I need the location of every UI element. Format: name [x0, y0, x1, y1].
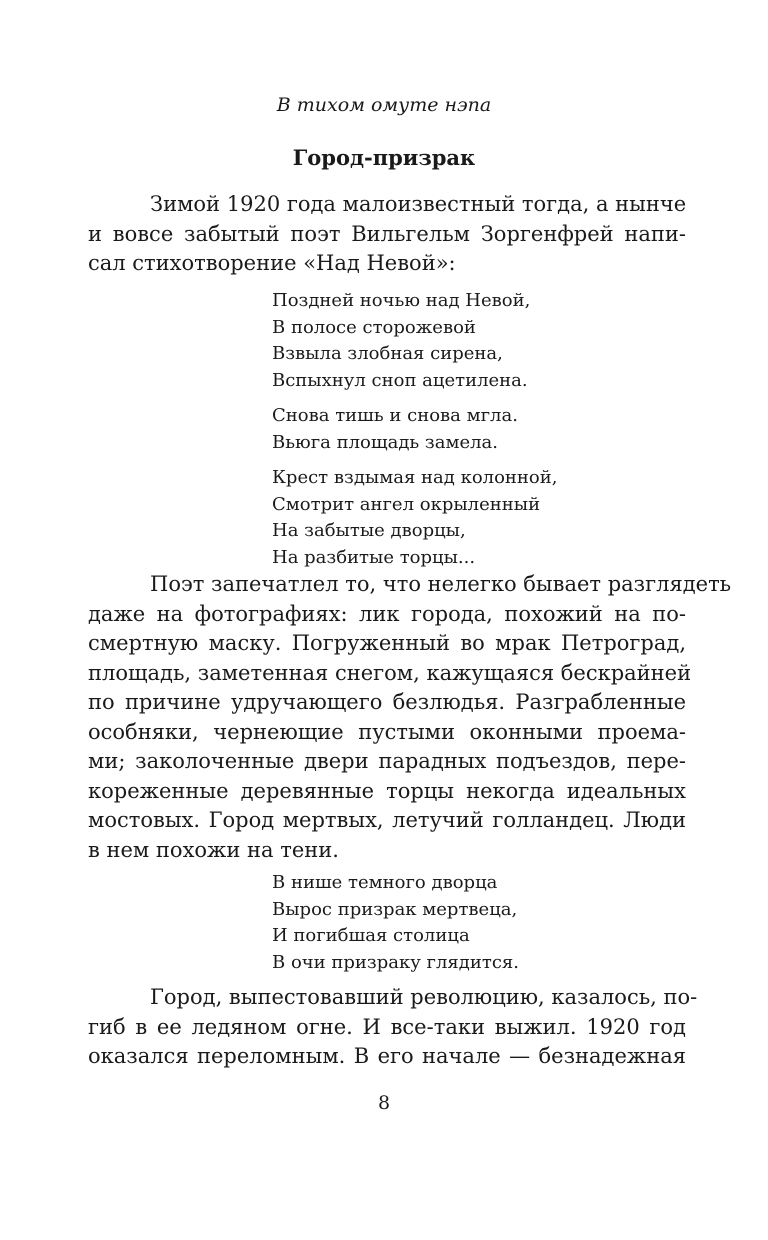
poem-verse: Снова тишь и снова мгла. — [272, 405, 518, 426]
paragraph-line: даже на фотографиях: лик города, похожий на по- — [88, 601, 686, 626]
paragraph-line: по причине удручающего безлюдья. Разграбленные — [88, 690, 686, 714]
chapter-title: Город-призрак — [292, 145, 476, 170]
poem-1 — [272, 288, 557, 580]
poem-verse: И погибшая столица — [272, 925, 470, 946]
paragraph-line: смертную маску. Погруженный во мрак Петроград, — [88, 631, 686, 655]
paragraph-line: Город, выпестовавший революцию, казалось, по- — [150, 985, 698, 1009]
poem-verse: Вырос призрак мертвеца, — [272, 898, 518, 920]
poem-stanza — [272, 288, 557, 394]
paragraph-line: сал стихотворение «Над Невой»: — [88, 251, 456, 275]
paragraph-3 — [88, 983, 698, 1072]
paragraph-line: Зимой 1920 года малоизвестный тогда, а нынче — [150, 192, 687, 216]
poem-verse: Крест вздымая над колонной, — [272, 467, 558, 488]
poem-verse: Поздней ночью над Невой, — [272, 290, 531, 311]
poem-verse: В нише темного дворца — [272, 872, 498, 893]
page-number: 8 — [377, 1092, 391, 1114]
paragraph-2 — [88, 570, 732, 865]
poem-verse: На забытые дворцы, — [272, 520, 466, 541]
paragraph-line: гиб в ее ледяном огне. И все-таки выжил. 1920 год — [88, 1014, 686, 1039]
poem-verse: Вспыхнул сноп ацетилена. — [272, 369, 528, 391]
poem-verse: Взвыла злобная сирена, — [272, 343, 503, 364]
poem-verse: Смотрит ангел окрыленный — [272, 493, 541, 515]
poem-2 — [272, 870, 519, 976]
poem-verse: На разбитые торцы... — [272, 546, 476, 568]
poem-verse: В полосе сторожевой — [272, 316, 476, 338]
paragraph-line: Поэт запечатлел то, что нелегко бывает разглядеть — [150, 572, 732, 596]
paragraph-line: ми; заколоченные двери парадных подъездов, пере- — [88, 749, 686, 773]
poem-verse: Вьюга площадь замела. — [272, 431, 499, 453]
paragraph-line: оказался переломным. В его начале — безнадежная — [88, 1044, 686, 1068]
paragraph-line: особняки, чернеющие пустыми оконными проема- — [88, 719, 686, 744]
paragraph-line: площадь, заметенная снегом, кажущаяся бескрайней — [88, 660, 692, 685]
paragraph-line: в нем похожи на тени. — [88, 837, 339, 862]
poem-verse: В очи призраку глядится. — [272, 951, 519, 973]
paragraph-line: и вовсе забытый поэт Вильгельм Зоргенфрей напи- — [88, 221, 686, 246]
poem-stanza — [272, 465, 557, 571]
poem-stanza — [272, 403, 557, 456]
running-head: В тихом омуте нэпа — [276, 94, 492, 116]
paragraph-1 — [88, 190, 686, 279]
paragraph-line: мостовых. Город мертвых, летучий голландец. Люди — [88, 808, 686, 832]
paragraph-line: кореженные деревянные торцы некогда идеальных — [88, 778, 686, 803]
